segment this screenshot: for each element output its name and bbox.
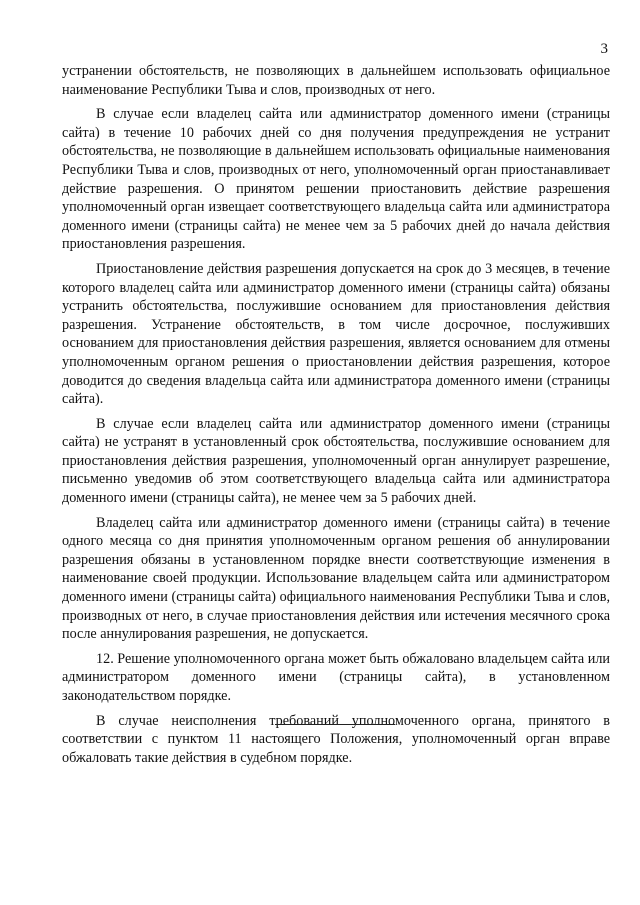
paragraph-product-renaming: Владелец сайта или администратор доменного имени (страницы сайта) в течение одного месяца со дня принятия уполномоченным органом решения об аннулировании разрешения обязаны в установленном порядке внести соответствующие изменения в наименование своей продукции. Использование владельцем сайта или администратором доменного имени (страницы сайта) официального наименования Республики Тыва и слов, производных от него, в случае приостановления действия или истечения месячного срока после аннулирования разрешения, не допускается.	[62, 514, 610, 643]
document-body	[62, 62, 610, 773]
paragraph-appeal-12: 12. Решение уполномоченного органа может быть обжаловано владельцем сайта или администратором доменного имени (страницы сайта), в установленном законодательством порядке.	[62, 650, 610, 704]
paragraph-annulment: В случае если владелец сайта или администратор доменного имени (страницы сайта) не устранят в установленный срок обстоятельства, послужившие основанием для приостановления действия разрешения, уполномоченный орган аннулирует разрешение, письменно уведомив об этом соответствующего владельца сайта или администратора доменного имени (страницы сайта), не менее чем за 5 рабочих дней.	[62, 415, 610, 507]
page-number: 3	[600, 41, 608, 57]
paragraph-suspension-term: Приостановление действия разрешения допускается на срок до 3 месяцев, в течение которого владелец сайта или администратор доменного имени (страницы сайта) обязаны устранить обстоятельства, послужившие основанием для приостановления действия разрешения. Устранение обстоятельств, в том числе досрочное, послуживших основанием для приостановления действия разрешения, является основанием для отмены уполномоченным органом решения о приостановлении действия разрешения, которое доводится до сведения владельца сайта или администратора доменного имени (страницы сайта).	[62, 260, 610, 408]
paragraph-court-appeal: В случае неисполнения требований уполномоченного органа, принятого в соответствии с пунктом 11 настоящего Положения, уполномоченный орган вправе обжаловать такие действия в судебном порядке.	[62, 712, 610, 766]
closing-divider-line	[275, 724, 395, 725]
paragraph-warning-deadline: В случае если владелец сайта или администратор доменного имени (страницы сайта) в течение 10 рабочих дней со дня получения предупреждения не устранит обстоятельства, не позволяющие в дальнейшем использовать официальные наименования Республики Тыва и слов, производных от него, уполномоченный орган приостанавливает действие разрешения. О принятом решении приостановить действие разрешения уполномоченный орган извещает соответствующего владельца сайта или администратора доменного имени (страницы сайта) не менее чем за 5 рабочих дней до начала действия приостановления разрешения.	[62, 106, 610, 253]
paragraph-continuation: устранении обстоятельств, не позволяющих в дальнейшем использовать официальное наименование Республики Тыва и слов, производных от него.	[62, 63, 610, 98]
